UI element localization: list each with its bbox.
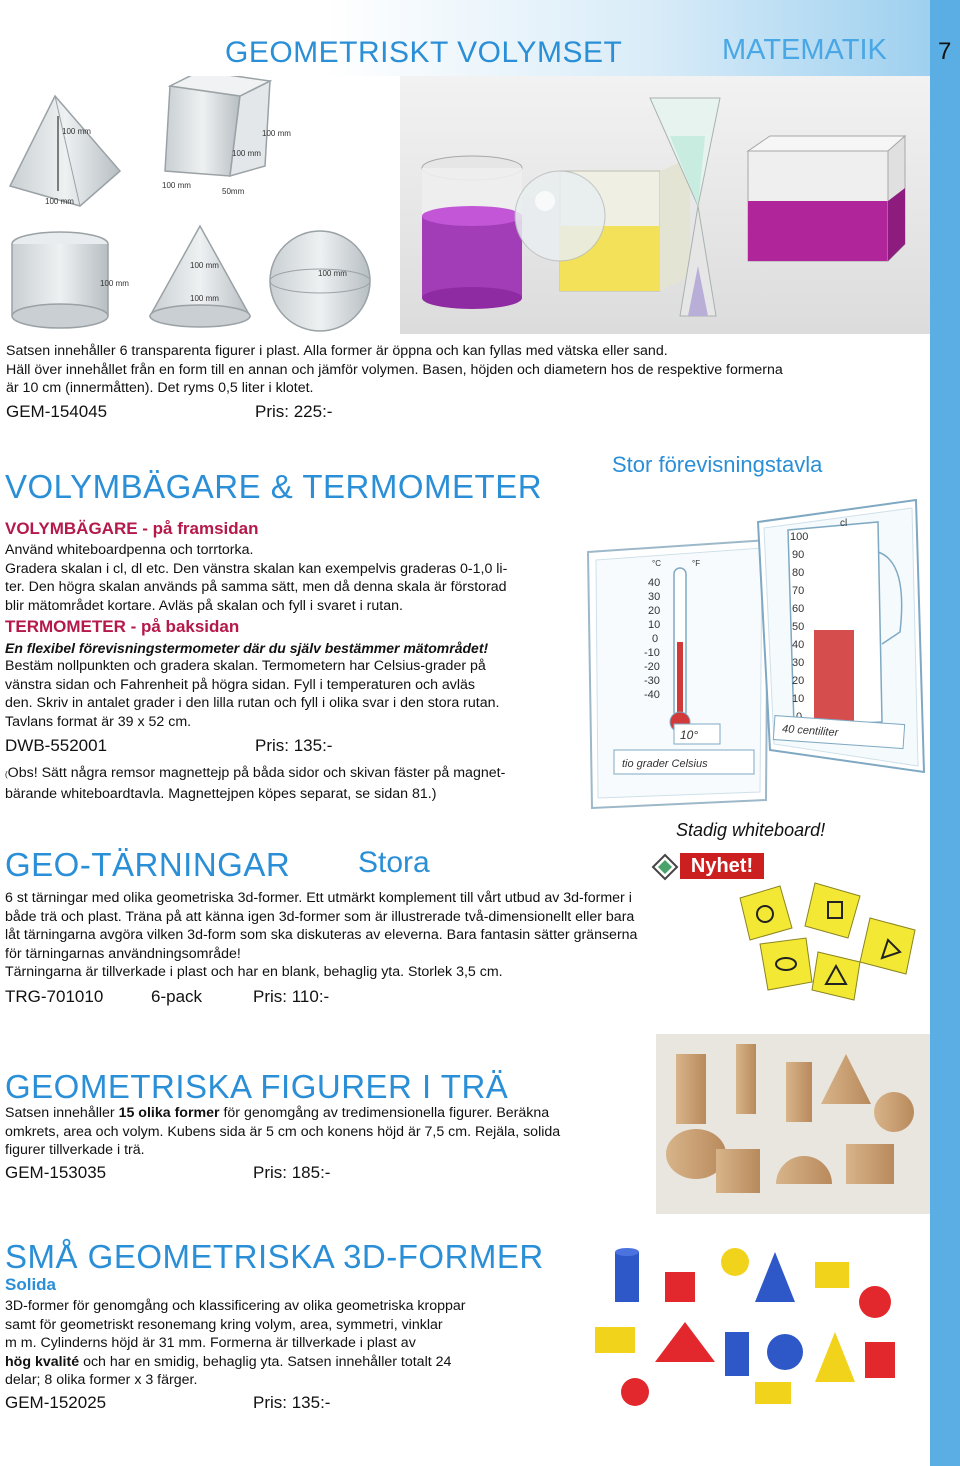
wood-prism [676,1054,706,1124]
nyhet-label: Nyhet! [680,853,764,879]
tarningar-text [5,889,705,982]
tarningar-line-2: både trä och plast. Träna på att känna igen 3d-former som är illustrerade två-dimensionellt eller bara [5,908,635,925]
beaker-caption: 40 centiliter [781,723,839,740]
figurer-text-bold: 15 olika former [118,1105,220,1121]
pyramid-height-label: 100 mm [62,127,91,136]
volymset-photo [0,76,930,334]
termometer-text [5,657,575,731]
celsius-tick: 10 [648,619,661,631]
beaker-tick: 20 [792,675,805,687]
figurer-line-2: omkrets, area och volym. Kubens sida är 5 cm och konens höjd är 7,5 cm. Rejäla, solida [5,1123,561,1140]
termometer-line-4: Tavlans format är 39 x 52 cm. [5,713,192,730]
cube-side-label: 100 mm [262,129,291,138]
sma-former-bold: hög kvalité [5,1353,80,1370]
termometer-italic-line: En flexibel förevisningstermometer där du själv bestämmer mätområdet! [5,640,489,656]
beaker-tick: 70 [792,585,805,597]
note-prefix: ( [5,770,8,779]
termometer-line-3: den. Skriv in antalet grader i den lilla rutan och fyll i olika svar i den stora rutan. [5,695,500,712]
page-side-bar [930,0,960,1466]
subject-label: MATEMATIK [722,34,887,66]
tarningar-line-1: 6 st tärningar med olika geometriska 3d-former. Ett utmärkt komplement till vårt utbud av 3d-former i [5,890,632,906]
beaker-tick: 10 [792,693,805,705]
cone-base-label: 100 mm [190,294,219,303]
cube-shape [165,86,240,176]
demo-board-image [578,482,926,812]
thermometer-caption: tio grader Celsius [622,758,708,770]
figurer-tra-code: GEM-153035 [5,1163,107,1182]
celsius-tick: -20 [644,661,660,673]
sma-former-code: GEM-152025 [5,1393,107,1412]
tarningar-line-5: Tärningarna är tillverkade i plast och har en blank, behaglig yta. Storlek 3,5 cm. [5,964,503,981]
thermometer-red-column [677,642,683,718]
beaker-unit: cl [840,518,848,529]
page-title: GEOMETRISKT VOLYMSET [225,36,623,69]
celsius-tick: -40 [644,689,660,701]
figurer-tra-price: Pris: 185:- [253,1163,331,1182]
pyramid-base-label: 100 mm [45,197,74,206]
tarningar-pack: 6-pack [151,987,203,1006]
volymset-price: Pris: 225:- [255,402,333,421]
volymbagare-subhead: VOLYMBÄGARE - på framsidan [5,519,259,538]
termometer-line-2: vänstra sidan och Fahrenheit på högra sidan. Fyll i temperaturen och avläs [5,676,476,693]
tarningar-title: GEO-TÄRNINGAR [5,846,291,883]
cube-small-label: 50mm [222,187,245,196]
beaker-tick: 90 [792,549,805,561]
fahrenheit-unit-label: °F [692,559,701,568]
board-caption: Stor förevisningstavla [612,452,823,477]
volymbagare-line-1: Använd whiteboardpenna och torrtorka. [5,542,254,558]
tarningar-line-3: låt tärningarna avgöra vilken 3d-form som ska diskuteras av eleverna. Bara fantasin sätter gränserna [5,927,638,944]
die-2 [805,883,860,938]
cone-height-label: 100 mm [190,261,219,270]
figurer-text-b: för genomgång av tredimensionella figurer. Beräkna [219,1105,550,1121]
diamond-icon [650,852,680,882]
figurer-text-a: Satsen innehåller [5,1105,119,1121]
celsius-tick: 30 [648,591,661,603]
figurer-line-3: figurer tillverkade i trä. [5,1142,145,1159]
note-line-1: Obs! Sätt några remsor magnettejp på båda sidor och skivan fäster på magnet- [7,765,506,781]
wood-figures-image [656,1034,930,1214]
cube-height-label: 100 mm [232,149,261,158]
tarningar-code: TRG-701010 [5,987,104,1006]
demo-board-svg [578,482,926,812]
sma-former-line-1: 3D-former för genomgång och klassificering av olika geometriska kroppar [5,1298,466,1314]
sma-former-line-3: m m. Cylinderns höjd är 31 mm. Formerna är tillverkade i plast av [5,1335,416,1352]
volymset-line-3: är 10 cm (innermåtten). Det ryms 0,5 liter i klotet. [6,380,314,397]
beaker-tick: 100 [790,531,809,543]
tarningar-size-label: Stora [358,846,430,879]
magnet-note [5,764,585,803]
plastic-shapes-image [575,1232,930,1422]
wood-figures-svg [656,1034,930,1214]
volymset-description [6,342,926,398]
celsius-unit-label: °C [652,559,661,568]
celsius-tick: 20 [648,605,661,617]
beaker-tick: 40 [792,639,805,651]
volymbagare-price: Pris: 135:- [255,736,333,755]
cylinder-height-label: 100 mm [100,279,129,288]
sma-former-price: Pris: 135:- [253,1393,331,1412]
volymset-photo-panel [0,76,930,334]
sma-former-last-line: delar; 8 olika former x 3 färger. [5,1372,198,1389]
celsius-tick: -10 [644,647,660,659]
volymbagare-text [5,541,575,615]
note-line-2: bärande whiteboardtavla. Magnettejpen köpes separat, se sidan 81.) [5,785,437,802]
sphere-shape [270,231,370,331]
volymbagare-code: DWB-552001 [5,736,108,755]
thermometer-box-value: 10° [680,728,699,742]
die-1 [740,886,792,940]
plastic-shapes-svg [575,1232,930,1422]
volymbagare-line-2: Gradera skalan i cl, dl etc. Den vänstra skalan kan exempelvis graderas 0-1,0 li- [5,560,508,577]
celsius-tick: 40 [648,577,661,589]
beaker-tick: 50 [792,621,805,633]
figurer-tra-text [5,1104,645,1160]
sma-former-title: SMÅ GEOMETRISKA 3D-FORMER [5,1238,544,1275]
die-3 [860,918,915,974]
volymset-line-2: Häll över innehållet från en form till en annan och jämför volymen. Basen, höjden och diametern hos de respektive formerna [6,361,783,378]
volymbagare-title: VOLYMBÄGARE & TERMOMETER [5,468,543,505]
page-number: 7 [938,38,952,65]
whiteboard-note: Stadig whiteboard! [676,820,826,840]
dice-svg [720,878,930,1008]
volymbagare-line-3: ter. Den högra skalan används på samma sätt, men då denna skala är förstorad [5,579,507,596]
sphere-label: 100 mm [318,269,347,278]
celsius-tick: -30 [644,675,660,687]
termometer-subhead: TERMOMETER - på baksidan [5,617,240,636]
termometer-line-1: Bestäm nollpunkten och gradera skalan. Termometern har Celsius-grader på [5,658,486,674]
sma-former-subtitle: Solida [5,1275,57,1294]
sma-former-text [5,1297,565,1390]
celsius-tick: 0 [652,633,659,645]
volymset-code: GEM-154045 [6,402,108,421]
sma-former-line-2: samt för geometriskt resonemang kring volym, area, symmetri, vinklar [5,1316,443,1333]
dice-image [720,878,930,1008]
volymbagare-line-4: blir mätområdet kortare. Avläs på skalan och fyll i svaret i rutan. [5,597,403,614]
beaker-tick: 30 [792,657,805,669]
beaker-tick: 80 [792,567,805,579]
tarningar-price: Pris: 110:- [253,987,330,1006]
tarningar-line-4: för tärningarnas användningsområde! [5,945,241,962]
beaker-tick: 60 [792,603,805,615]
volymset-line-1: Satsen innehåller 6 transparenta figurer i plast. Alla former är öppna och kan fyllas med vätska eller sand. [6,343,668,359]
figurer-tra-title: GEOMETRISKA FIGURER I TRÄ [5,1068,509,1105]
cube-depth-label: 100 mm [162,181,191,190]
die-4 [760,938,812,990]
plastic-cylinder-blue [615,1252,639,1302]
die-5 [812,952,860,1000]
sma-former-after-bold: och har en smidig, behaglig yta. Satsen innehåller totalt 24 [79,1353,452,1370]
beaker-liquid [814,630,854,722]
